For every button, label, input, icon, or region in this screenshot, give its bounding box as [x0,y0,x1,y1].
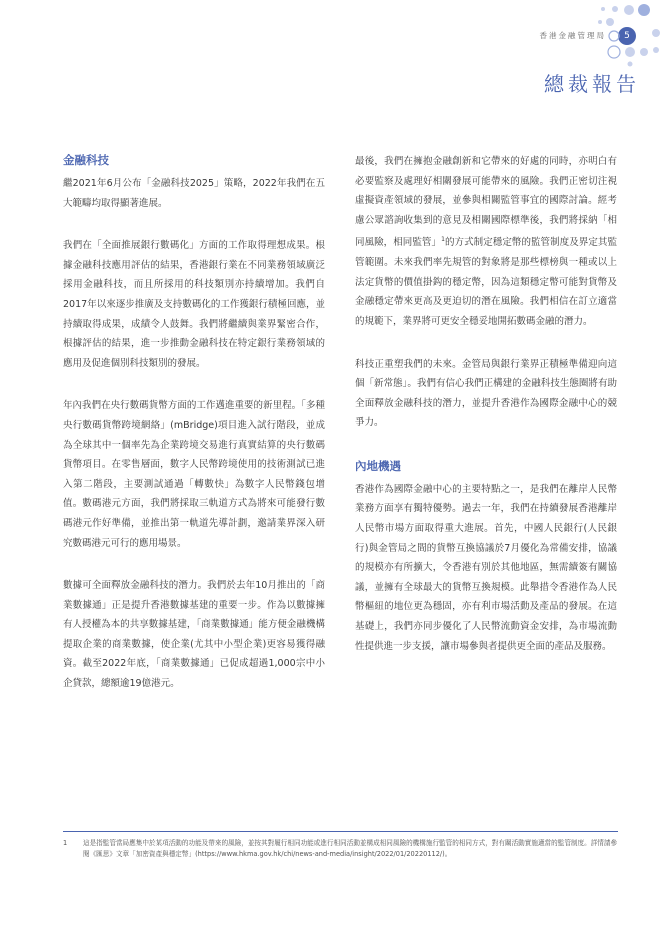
dot [601,7,605,11]
footnote-text: 這是指監管當局應集中於某項活動的功能及帶來的風險，並按其對履行相同功能或進行相同活動並構成相同風險的機構施行監管的相同方式，對有關活動實施適當的監管制度。詳情請參閱《匯思》文章「加密資產與穩定幣」(https://www.hkma.gov.hk/chi/news-and-media/insight/2022/01/20220112/)。 [83,839,618,858]
right-column [355,152,617,679]
footnote-reference: 1 [441,236,445,244]
body-paragraph: 年內我們在央行數碼貨幣方面的工作邁進重要的新里程。「多種央行數碼貨幣跨境網絡」(mBridge)項目進入試行階段，並成為全球其中一個率先為企業跨境交易進行真實結算的央行數碼貨幣項目。在零售層面，數字人民幣跨境使用的技術測試已進入第二階段，主要測試通過「轉數快」為數字人民幣錢包增值。數碼港元方面，我們將採取三軌道方式為將來可能發行數碼港元作好準備，並推出第一軌道先導計劃，邀請業界深入研究數碼港元可行的應用場景。 [63,400,325,549]
body-paragraph: 科技正重塑我們的未來。金管局與銀行業界正積極準備迎向這個「新常態」。我們有信心我們正構建的金融科技生態圈將有助全面釋放金融科技的潛力，並提升香港作為國際金融中心的競爭力。 [355,358,617,429]
body-paragraph: 香港作為國際金融中心的主要特點之一，是我們在離岸人民幣業務方面享有獨特優勢。過去一年，我們在持續發展香港離岸人民幣市場方面取得重大進展。首先，中國人民銀行(人民銀行)與金管局之間的貨幣互換協議於7月優化為常備安排，協議的規模亦有所擴大，令香港有別於其他地區，無需續簽有關協議，並擁有全球最大的貨幣互換規模。此舉措令香港作為人民幣樞紐的地位更為穩固，亦有利市場活動及產品的發展。在這基礎上，我們亦同步優化了人民幣流動資金安排，為市場流動性提供進一步支援，讓市場參與者提供更全面的產品及服務。 [355,483,617,652]
dot [606,18,614,26]
dot [609,31,619,41]
dot [638,4,650,16]
dot [625,47,635,57]
body-paragraph [355,152,617,332]
paragraph-text: 的方式制定穩定幣的監管制度及界定其監管範圍。未來我們率先規管的對象將是那些標榜與一種或以上法定貨幣的價值掛鈎的穩定幣，因為這類穩定幣可能對貨幣及金融穩定帶來更高及更迫切的潛在風險。我們相信在訂立適當的規範下，業界將可更安全穩妥地開拓數碼金融的潛力。 [355,237,617,327]
dot [624,5,634,15]
dot [608,46,620,58]
body-paragraph: 我們在「全面推展銀行數碼化」方面的工作取得理想成果。根據金融科技應用評估的結果，香港銀行業在不同業務領域廣泛採用金融科技，而且所採用的科技類別亦持續增加。我們自2017年以來逐步推廣及支持數碼化的工作獲銀行積極回應，並持續取得成果，成績令人鼓舞。我們將繼續與業界緊密合作，根據評估的結果，進一步推動金融科技在特定銀行業務領域的應用及促進個別科技類別的發展。 [63,240,325,369]
fintech-heading: 金融科技 [63,153,109,167]
paragraph-text: 最後，我們在擁抱金融創新和它帶來的好處的同時，亦明白有必要監察及處理好相關發展可能帶來的風險。我們正密切注視虛擬資產領域的發展，並參與相關監管事宜的國際討論。經考慮公眾諮詢收集到的意見及相關國際標準後，我們將採納「相同風險，相同監管」 [355,156,617,249]
footnote-divider [63,831,618,832]
dot [653,47,659,53]
dot [640,48,648,56]
section-title: 總裁報告 [544,72,640,96]
mainland-heading: 內地機遇 [355,458,401,473]
decorative-dots-icon [590,0,662,70]
left-column [63,150,325,717]
footnote-mark: 1 [63,839,68,847]
dot [652,29,660,37]
footnote [63,838,618,860]
header-org-name: 香港金融管理局 [539,31,606,40]
body-paragraph: 數據可全面釋放金融科技的潛力。我們於去年10月推出的「商業數據通」正是提升香港數據基建的重要一步。作為以數據擁有人授權為本的共享數據基建，「商業數據通」能方便金融機構提取企業的商業數據，使企業(尤其中小型企業)更容易獲得融資。截至2022年底，「商業數據通」已促成超過1,000宗中小企貸款，總額逾19億港元。 [63,580,325,690]
dot [628,62,633,67]
dot [598,20,602,24]
dot [612,6,618,12]
page-number-badge: 5 [618,27,636,45]
body-paragraph: 繼2021年6月公布「金融科技2025」策略，2022年我們在五大範疇均取得顯著進展。 [63,178,325,209]
